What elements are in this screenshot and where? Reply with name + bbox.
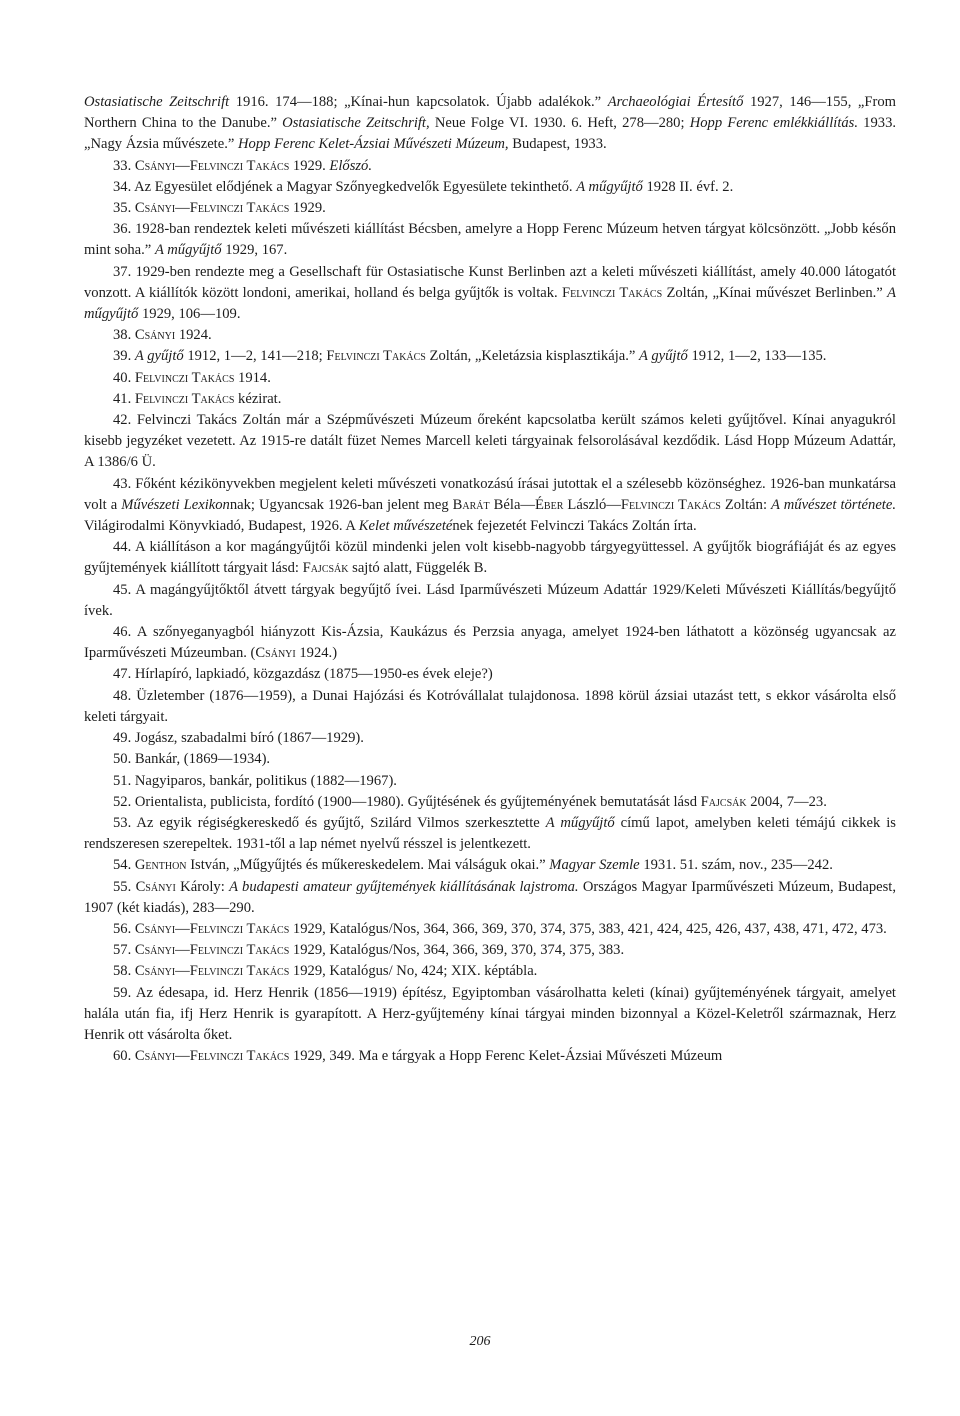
footnote-text-segment: Felvinczi Takács <box>134 369 235 386</box>
footnote-text-segment: 37. 1929-ben rendezte meg a Gesellschaft für Ostasiatische Kunst Berlinben azt a keleti művészeti kiállítást, amely 40.000 látogatót vonzott. A kiállítók között londoni, amerikai, holland és belga gyűjtők is voltak. <box>84 263 896 301</box>
footnote-47 <box>84 664 896 685</box>
footnote-text-segment: Csányi <box>255 645 296 662</box>
footnote-text-segment: Genthon <box>134 857 187 874</box>
footnote-33 <box>84 156 896 177</box>
footnote-text-segment: Országos Magyar Iparművészeti Múzeum, Budapest, 1907 (két kiadás), 283—290. <box>84 878 896 916</box>
footnote-36 <box>84 219 896 261</box>
footnote-text-segment: A műgyűjtő <box>84 284 897 323</box>
footnote-text-segment: 36. 1928-ban rendeztek keleti művészeti kiállítást Bécsben, amelyre a Hopp Ferenc Múzeum hetven tárgyat kölcsönzött. „Jobb későn mint soha.” <box>84 221 896 259</box>
footnote-55 <box>84 877 896 919</box>
footnote-text-segment: 51. Nagyiparos, bankár, politikus (1882—1967). <box>113 772 397 789</box>
footnote-text-segment: Zoltán: <box>720 496 772 513</box>
footnote-text-segment: 1929, 349. Ma e tárgyak a Hopp Ferenc Kelet-Ázsiai Művészeti Múzeum <box>289 1048 723 1065</box>
footnote-cont <box>84 92 896 156</box>
footnote-39 <box>84 346 896 367</box>
footnote-text-segment: 1912, 1—2, 133—135. <box>687 348 827 365</box>
footnote-45 <box>84 580 896 622</box>
footnote-text-segment: 33. <box>113 157 135 174</box>
footnote-text-segment: A műgyűjtő <box>576 178 643 195</box>
page-number: 206 <box>469 1334 491 1349</box>
footnote-text-segment: Fajcsák <box>302 560 349 577</box>
footnote-text-segment: 34. Az Egyesület elődjének a Magyar Szőnyegkedvelők Egyesülete tekinthető. <box>113 178 577 195</box>
footnote-text-segment: Csányi—Felvinczi Takács <box>134 157 290 174</box>
footnote-text-segment: 60. <box>113 1048 135 1065</box>
footnote-text-segment: Magyar Szemle <box>549 857 640 874</box>
footnote-52 <box>84 792 896 813</box>
footnote-text-segment: Csányi <box>135 878 176 895</box>
footnote-46 <box>84 622 896 664</box>
footnote-text-segment: 1929. <box>289 200 326 217</box>
footnote-text-segment: Archaeológiai Értesítő <box>607 94 744 110</box>
footnote-text-segment: 1924. <box>175 327 212 344</box>
footnote-text-segment: Művészeti Lexikon <box>121 496 230 513</box>
footnote-text-segment: A műgyűjtő <box>545 814 615 831</box>
footnote-text-segment: 1933. „Nagy Ázsia művészete.” <box>84 115 897 153</box>
footnote-50 <box>84 749 896 770</box>
footnote-40 <box>84 368 896 389</box>
footnote-text-segment: 55. <box>113 878 136 895</box>
footnote-53 <box>84 813 896 855</box>
footnote-text-segment: Ostasiatische Zeitschrift <box>84 94 230 110</box>
footnote-54 <box>84 855 896 876</box>
footnote-text-segment: 53. Az egyik régiségkereskedő és gyűjtő, Szilárd Vilmos szerkesztette <box>113 814 546 831</box>
footnote-60 <box>84 1046 896 1067</box>
footnote-text-segment: 58. <box>113 963 135 980</box>
footnote-text-segment: 56. <box>113 920 135 937</box>
footnote-text-segment: 48. Üzletember (1876—1959), a Dunai Hajózási és Kotróvállalat tulajdonosa. 1898 körül ázsiai utazást tett, s ekkor vásárolta első keleti tárgyait. <box>84 687 896 725</box>
footnote-text-segment: Éber <box>535 496 564 513</box>
footnote-text-segment: Felvinczi Takács <box>562 284 663 301</box>
footnote-text-segment: 1929, Katalógus/Nos, 364, 366, 369, 370, 374, 375, 383. <box>289 942 625 959</box>
footnote-text-segment: Felvinczi Takács <box>134 390 235 407</box>
footnote-37 <box>84 262 896 326</box>
footnote-44 <box>84 537 896 579</box>
footnote-56 <box>84 919 896 940</box>
footnote-text-segment: sajtó alatt, Függelék B. <box>348 560 488 577</box>
footnote-text-segment: 57. <box>113 942 135 959</box>
footnote-48 <box>84 686 896 728</box>
footnote-text-segment: Neue Folge VI. 1930. 6. Heft, 278—280; <box>429 115 690 132</box>
footnote-34 <box>84 177 896 198</box>
footnote-43 <box>84 474 896 538</box>
footnote-text-segment: A gyűjtő <box>639 348 688 365</box>
footnote-41 <box>84 389 896 410</box>
footnote-49 <box>84 728 896 749</box>
footnote-text-segment: 1929, Katalógus/ No, 424; XIX. képtábla. <box>289 963 538 980</box>
footnote-text-segment: kézirat. <box>234 390 282 407</box>
footnote-text-segment: Csányi—Felvinczi Takács <box>134 942 290 959</box>
footnote-text-segment: Előszó. <box>329 157 372 174</box>
footnote-text-segment: Hopp Ferenc emlékkiállítás. <box>689 115 858 132</box>
footnote-text-segment: A műgyűjtő <box>154 242 222 259</box>
footnote-text-segment: 1924.) <box>295 645 338 662</box>
footnote-text-segment: 1914. <box>234 369 271 386</box>
footnote-text-segment: nak; Ugyancsak 1926-ban jelent meg <box>229 496 453 513</box>
footnote-text-segment: Felvinczi Takács <box>326 348 426 365</box>
footnote-text-segment: 50. Bankár, (1869—1934). <box>113 751 271 768</box>
footnotes-column <box>84 92 896 1067</box>
footnote-text-segment: 1928 II. évf. 2. <box>642 178 734 195</box>
footnote-text-segment: Fajcsák <box>700 793 747 810</box>
footnote-text-segment: 1912, 1—2, 141—218; <box>183 348 327 365</box>
footnote-text-segment: 42. Felvinczi Takács Zoltán már a Szépművészeti Múzeum őreként kapcsolatba került számos keleti gyűjtővel. Kínai anyagukról kisebb jegyzéket vezetett. Az 1915-re datált füzet Nemes Marcell keleti tárgyainak felsorolásával kezdődik. Lásd Hopp Múzeum Adattár, A 1386/6 Ü. <box>84 412 896 471</box>
footnote-57 <box>84 940 896 961</box>
footnote-text-segment: Béla— <box>489 496 536 513</box>
footnote-text-segment: 46. A szőnyeganyagból hiányzott Kis-Ázsia, Kaukázus és Perzsia anyaga, amelyet 1924-ben láthatott a közönség ugyancsak az Iparművészeti Múzeumban. ( <box>84 624 896 662</box>
footnote-58 <box>84 961 896 982</box>
footnote-51 <box>84 771 896 792</box>
footnote-text-segment: Csányi—Felvinczi Takács <box>134 1048 290 1065</box>
footnote-text-segment: 52. Orientalista, publicista, fordító (1900—1980). Gyűjtésének és gyűjteményének bemutatását lásd <box>113 793 701 810</box>
footnote-text-segment: A budapesti amateur gyűjtemények kiállításának lajstroma. <box>229 878 579 895</box>
footnote-text-segment: Zoltán, „Keletázsia kisplasztikája.” <box>425 348 640 365</box>
footnote-text-segment: A gyűjtő <box>134 348 184 365</box>
footnote-text-segment: Kelet művészeté <box>358 518 453 535</box>
footnote-text-segment: 45. A magángyűjtőktől átvett tárgyak begyűjtő ívei. Lásd Iparművészeti Múzeum Adattár 1929/Keleti Művészeti Kiállítás/begyűjtő ívek. <box>84 581 896 619</box>
footnote-38 <box>84 325 896 346</box>
footnote-text-segment: 1927, 146—155, „From Northern China to the Danube.” <box>84 94 896 132</box>
footnote-text-segment: 1929. <box>289 157 330 174</box>
footnote-text-segment: 1929, 167. <box>221 242 288 259</box>
footnote-text-segment: 41. <box>113 390 135 407</box>
footnote-text-segment: Ostasiatische Zeitschrift, <box>282 115 430 132</box>
footnote-text-segment: 1916. 174—188; „Kínai-hun kapcsolatok. Újabb adalékok.” <box>229 94 608 110</box>
footnote-text-segment: Barát <box>452 496 490 513</box>
footnote-text-segment: 1931. 51. szám, nov., 235—242. <box>639 857 833 874</box>
footnote-text-segment: nek fejezetét Felvinczi Takács Zoltán írta. <box>452 518 697 535</box>
footnote-59 <box>84 983 896 1047</box>
footnote-text-segment: 44. A kiállításon a kor magángyűjtői közül mindenki jelen volt kisebb-nagyobb tárgyegyüttessel. A gyűjtők biográfiáját és az egyes gyűjtemények kiállított tárgyait lásd: <box>84 539 896 577</box>
footnote-text-segment: 59. Az édesapa, id. Herz Henrik (1856—1919) építész, Egyiptomban vásárolhatta keleti (kínai) gyűjteményének tárgyait, amelyet halála után fia, ifj Herz Henrik is gyarapított. A Herz-gyűjtemény kínai tárgyai minden bizonnyal a Közel-Keletről származnak, Herz Henrik ott vásárolta őket. <box>84 984 896 1043</box>
footnote-text-segment: 54. <box>113 857 135 874</box>
footnote-42 <box>84 410 896 474</box>
footnote-text-segment: Csányi—Felvinczi Takács <box>134 920 290 937</box>
footnote-text-segment: 1929, Katalógus/Nos, 364, 366, 369, 370, 374, 375, 383, 421, 424, 425, 426, 437, 438, 471, 472, 473. <box>289 920 887 937</box>
footnote-text-segment: István, „Műgyűjtés és műkereskedelem. Mai válságuk okai.” <box>186 857 550 874</box>
footnote-text-segment: 1929, 106—109. <box>138 306 241 323</box>
footnote-text-segment: 35. <box>113 200 135 217</box>
footnote-text-segment: 39. <box>113 348 135 365</box>
footnote-text-segment: 47. Hírlapíró, lapkiadó, közgazdász (1875—1950-es évek eleje?) <box>113 666 493 683</box>
footnote-text-segment: 43. Főként kézikönyvekben megjelent keleti művészeti vonatkozású írásai jutottak el a szélesebb közönséghez. 1926-ban munkatársa volt a <box>84 475 896 513</box>
footnote-text-segment: 40. <box>113 369 135 386</box>
footnote-text-segment: 2004, 7—23. <box>746 793 827 810</box>
footnote-text-segment: 49. Jogász, szabadalmi bíró (1867—1929). <box>113 730 364 747</box>
footnote-text-segment: Világirodalmi Könyvkiadó, Budapest, 1926. A <box>84 518 359 535</box>
footnote-35 <box>84 198 896 219</box>
footnote-text-segment: Csányi—Felvinczi Takács <box>134 963 290 980</box>
footnote-text-segment: Csányi <box>134 327 176 344</box>
footnote-text-segment: 38. <box>113 327 135 344</box>
footnote-text-segment: Budapest, 1933. <box>508 136 607 153</box>
footnote-text-segment: László— <box>563 496 621 513</box>
footnote-text-segment: A művészet története. <box>771 496 896 513</box>
footnote-text-segment: Felvinczi Takács <box>620 496 721 513</box>
footnote-text-segment: Károly: <box>175 878 230 895</box>
footnote-text-segment: című lapot, amelyben keleti témájú cikkek is rendszeresen szerepeltek. 1931-től a lap német nyelvű résszel is jelentkezett. <box>84 814 896 853</box>
footnote-text-segment: Csányi—Felvinczi Takács <box>134 200 290 217</box>
footnote-text-segment: Zoltán, „Kínai művészet Berlinben.” <box>662 284 888 301</box>
footnote-text-segment: Hopp Ferenc Kelet-Ázsiai Művészeti Múzeum, <box>237 136 509 153</box>
